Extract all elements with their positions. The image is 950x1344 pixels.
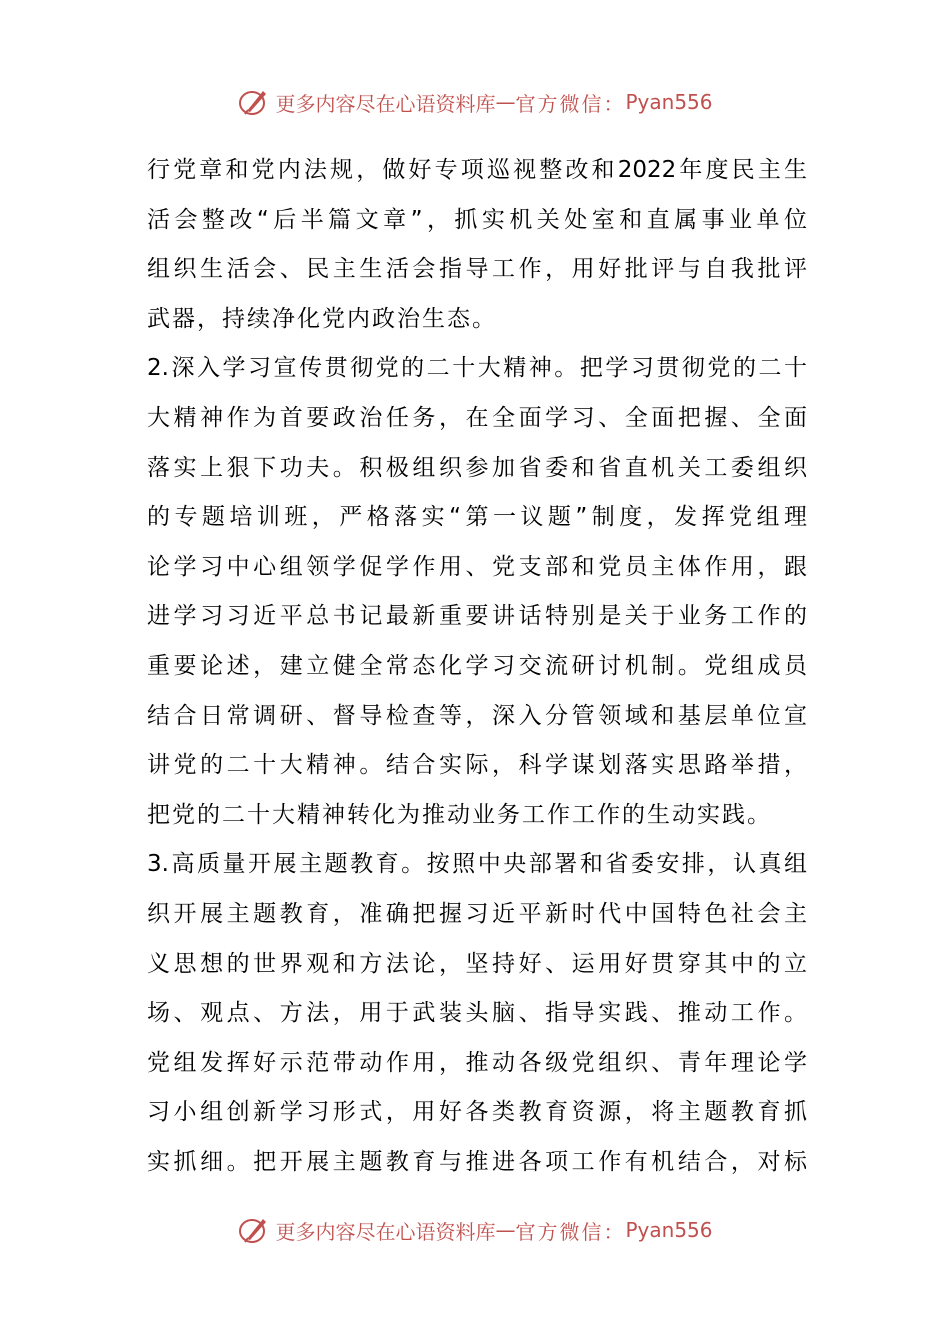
body-line: 义思想的世界观和方法论，坚持好、运用好贯穿其中的立 (147, 950, 807, 977)
body-line: 论学习中心组领学促学作用、党支部和党员主体作用，跟 (147, 553, 807, 580)
header-banner (0, 82, 950, 122)
quill-pen-logo-icon (237, 1213, 271, 1247)
body-line: 党组发挥好示范带动作用，推动各级党组织、青年理论学 (147, 1049, 807, 1076)
body-line: 习小组创新学习形式，用好各类教育资源，将主题教育抓 (147, 1099, 807, 1126)
banner-label: 官方微信： (515, 91, 626, 116)
body-line: 讲党的二十大精神。结合实际，科学谋划落实思路举措， (147, 752, 807, 779)
banner-dash: — (495, 1218, 516, 1242)
body-line: 进学习习近平总书记最新重要讲话特别是关于业务工作的 (147, 603, 807, 630)
body-line: 织开展主题教育，准确把握习近平新时代中国特色社会主 (147, 900, 807, 927)
body-line: 的专题培训班，严格落实“第一议题”制度，发挥党组理 (147, 504, 807, 531)
body-line: 行党章和党内法规，做好专项巡视整改和2022年度民主生 (147, 157, 807, 183)
body-line: 武器，持续净化党内政治生态。 (147, 305, 497, 332)
body-line: 场、观点、方法，用于武装头脑、指导实践、推动工作。 (147, 1000, 807, 1027)
body-line: 2.深入学习宣传贯彻党的二十大精神。把学习贯彻党的二十 (147, 355, 807, 382)
body-line: 3.高质量开展主题教育。按照中央部署和省委安排，认真组 (147, 851, 807, 878)
body-line: 结合日常调研、督导检查等，深入分管领域和基层单位宣 (147, 702, 807, 729)
quill-pen-logo-icon (237, 85, 271, 119)
body-line: 实抓细。把开展主题教育与推进各项工作有机结合，对标 (147, 1148, 807, 1175)
banner-account: Pyan556 (625, 1218, 713, 1242)
body-line: 把党的二十大精神转化为推动业务工作工作的生动实践。 (147, 801, 772, 828)
body-line: 大精神作为首要政治任务，在全面学习、全面把握、全面 (147, 404, 807, 431)
body-line: 落实上狠下功夫。积极组织参加省委和省直机关工委组织 (147, 454, 807, 481)
body-line: 活会整改“后半篇文章”，抓实机关处室和直属事业单位 (147, 206, 807, 233)
banner-text: 更多内容尽在心语资料库 (275, 1219, 496, 1244)
banner-dash: — (495, 90, 516, 114)
banner-account: Pyan556 (625, 90, 713, 114)
banner-label: 官方微信： (515, 1219, 626, 1244)
document-body (147, 146, 807, 1187)
body-line: 重要论述，建立健全常态化学习交流研讨机制。党组成员 (147, 652, 807, 679)
banner-text: 更多内容尽在心语资料库 (275, 91, 496, 116)
body-line: 组织生活会、民主生活会指导工作，用好批评与自我批评 (147, 256, 807, 283)
footer-banner (0, 1210, 950, 1250)
